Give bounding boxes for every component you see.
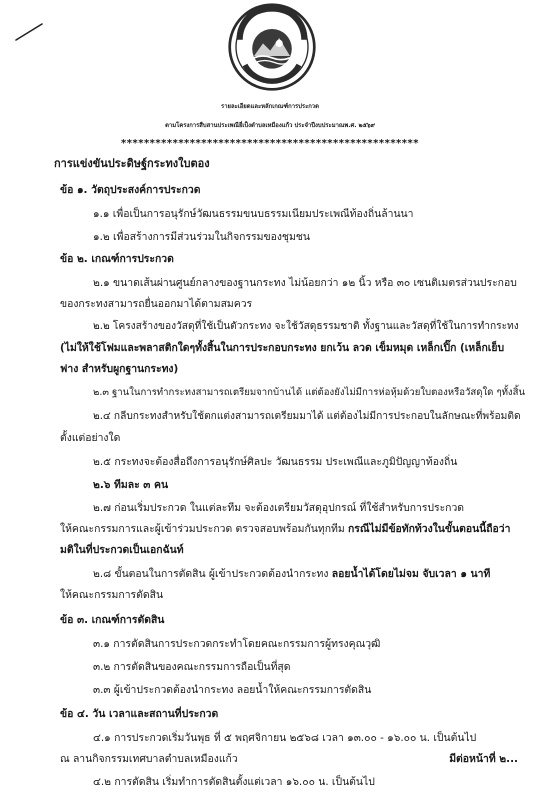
clause-2-4-line2: ตั้งแต่อย่างใด	[60, 432, 121, 444]
clause-2-2-line2: (ไม่ให้ใช้โฟมและพลาสติกใดๆทั้งสิ้นในการประกอบกระทง ยกเว้น ลวด เข็มหมุด เหล็กเปิ๊ก (เหล็กเย็บ	[60, 342, 505, 354]
clause-3-1: ๓.๑ การตัดสินการประกวดกระทำโดยคณะกรรมการผู้ทรงคุณวุฒิ	[93, 638, 381, 650]
section-title: การแข่งขันประดิษฐ์กระทงใบตอง	[54, 157, 210, 170]
pen-mark-icon	[14, 22, 44, 42]
clause-3-2: ๓.๒ การตัดสินของคณะกรรมการถือเป็นที่สุด	[93, 661, 291, 673]
clause-4-1-line1: ๔.๑ การประกวดเริ่มวันพุธ ที่ ๕ พฤศจิกายน ๒๕๖๘ เวลา ๑๓.๐๐ - ๑๖.๐๐ น. เป็นต้นไป	[93, 732, 477, 744]
clause-2-3: ๒.๓ ฐานในการทำกระทงสามารถเตรียมจากบ้านได้ แต่ต้องยังไม่มีการห่อหุ้มด้วยใบตองหรือวัสดุใด ๆทั้งสิ้น	[93, 387, 526, 398]
clause-2-4-line1: ๒.๔ กลีบกระทงสำหรับใช้ตกแต่งสามารถเตรียมมาได้ แต่ต้องไม่มีการประกอบในลักษณะที่พร้อมติด	[93, 411, 521, 422]
clause-2-7-line1: ๒.๗ ก่อนเริ่มประกวด ในแต่ละทีม จะต้องเตรียมวัสดุอุปกรณ์ ที่ใช้สำหรับการประกวด	[93, 502, 465, 514]
clause-4-1-line2: ณ ลานกิจกรรมเทศบาลตำบลเหมืองแก้ว	[60, 753, 238, 765]
clause-4-2: ๔.๒ การตัดสิน เริ่มทำการตัดสินตั้งแต่เวลา ๑๖.๐๐ น. เป็นต้นไป	[93, 776, 375, 788]
clause-2-5: ๒.๕ กระทงจะต้องสื่อถึงการอนุรักษ์ศิลปะ วัฒนธรรม ประเพณีและภูมิปัญญาท้องถิ่น	[93, 456, 458, 468]
star-divider: ****************************************************	[121, 138, 419, 149]
clause-1-1: ๑.๑ เพื่อเป็นการอนุรักษ์วัฒนธรรมขนบธรรมเนียมประเพณีท้องถิ่นล้านนา	[93, 208, 414, 220]
clause-1-2: ๑.๒ เพื่อสร้างการมีส่วนร่วมในกิจกรรมของชุมชน	[93, 231, 310, 243]
clause-2-8-line1-bold: ลอยน้ำได้โดยไม่จม จับเวลา ๑ นาที	[331, 568, 491, 580]
document-subtitle: ตามโครงการสืบสานประเพณียี่เป็งตำบลเหมืองแก้ว ประจำปีงบประมาณพ.ศ. ๒๕๖๙	[165, 123, 375, 129]
clause-2-7-line2	[60, 522, 510, 536]
clause-2-1-line1: ๒.๑ ขนาดเส้นผ่านศูนย์กลางของฐานกระทง ไม่น้อยกว่า ๑๒ นิ้ว หรือ ๓๐ เซนติเมตรส่วนประกอบ	[93, 277, 517, 289]
document-title: รายละเอียดและหลักเกณฑ์การประกวด	[221, 104, 319, 110]
clause-2-8-line1	[93, 567, 490, 581]
clause-3-heading: ข้อ ๓. เกณฑ์การตัดสิน	[60, 614, 165, 626]
clause-2-8-line2: ให้คณะกรรมการตัดสิน	[60, 589, 164, 601]
clause-2-2-line3: ฟาง สำหรับผูกฐานกระทง)	[60, 363, 179, 375]
clause-2-8-line1-part1: ๒.๘ ขั้นตอนในการตัดสิน ผู้เข้าประกวดต้องนำกระทง	[93, 568, 332, 580]
clause-2-2-line1: ๒.๒ โครงสร้างของวัสดุที่ใช้เป็นตัวกระทง จะใช้วัสดุธรรมชาติ ทั้งฐานและวัสดุที่ใช้ในการทำกระทง	[93, 321, 519, 332]
clause-2-1-line2: ของกระทงสามารถยื่นออกมาได้ตามสมควร	[60, 298, 253, 310]
clause-2-7-line2-bold: กรณีไม่มีข้อทักท้วงในขั้นตอนนี้ถือว่า	[348, 523, 511, 535]
clause-2-7-line3: มติในที่ประกวดเป็นเอกฉันท์	[60, 544, 184, 556]
municipality-seal-icon	[227, 2, 317, 92]
continued-note: มีต่อหน้าที่ ๒...	[449, 753, 518, 765]
clause-2-6: ๒.๖ ทีมละ ๓ คน	[93, 479, 169, 491]
clause-3-3: ๓.๓ ผู้เข้าประกวดต้องนำกระทง ลอยน้ำให้คณะกรรมการตัดสิน	[93, 684, 372, 696]
clause-2-heading: ข้อ ๒. เกณฑ์การประกวด	[60, 253, 174, 265]
clause-2-7-line2-part1: ให้คณะกรรมการและผู้เข้าร่วมประกวด ตรวจสอบพร้อมกันทุกทีม	[60, 523, 349, 535]
clause-1-heading: ข้อ ๑. วัตถุประสงค์การประกวด	[60, 184, 201, 196]
clause-4-heading: ข้อ ๔. วัน เวลาและสถานที่ประกวด	[60, 708, 219, 720]
